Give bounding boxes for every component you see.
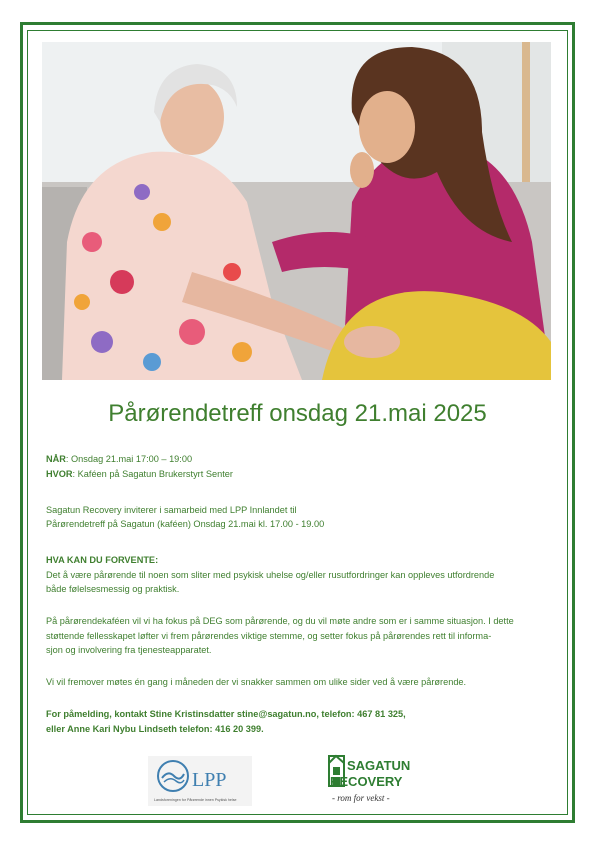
sagatun-logo-line1: SAGATUN (347, 758, 411, 773)
page-title: Pårørendetreff onsdag 21.mai 2025 (108, 400, 487, 427)
expect-line-1: Det å være pårørende til noen som sliter med psykisk uhelse og/eller rusutfordringer kan oppleves utfordrende (46, 569, 495, 580)
focus-line-1: På pårørendekaféen vil vi ha fokus på DEG som pårørende, og du vil møte andre som er i samme situasjon. I dette (46, 616, 514, 626)
sagatun-logo-line2: RECOVERY (330, 774, 403, 789)
hero-photo (42, 42, 551, 380)
focus-line-2: støttende fellesskapet løfter vi frem pårørendes viktige stemme, og setter fokus på pårørendes rett til informa- (46, 630, 492, 641)
where-value: : Kaféen på Sagatun Brukerstyrt Senter (72, 468, 233, 479)
sagatun-logo-tagline: - rom for vekst - (332, 793, 390, 803)
when-label: NÅR (46, 454, 66, 464)
lpp-logo-subtext: Landsforeningen for Pårørende innen Psykisk helse (154, 798, 237, 802)
lpp-logo (148, 756, 252, 806)
monthly-line: Vi vil fremover møtes én gang i måneden der vi snakker sammen om ulike sider ved å være pårørende. (46, 677, 467, 687)
focus-line-3: sjon og involvering fra tjenesteapparatet. (46, 645, 212, 655)
intro-line-1: Sagatun Recovery inviterer i samarbeid med LPP Innlandet til (46, 504, 297, 515)
when-line (46, 452, 551, 467)
signup-line-2: eller Anne Kari Nybu Lindseth telefon: 416 20 399. (46, 723, 264, 734)
signup-line-1: For påmelding, kontakt Stine Kristinsdatter stine@sagatun.no, telefon: 467 81 325, (46, 709, 406, 719)
expect-heading: HVA KAN DU FORVENTE: (46, 555, 159, 565)
where-label: HVOR (46, 468, 73, 479)
sagatun-recovery-logo (326, 753, 416, 809)
lpp-logo-text: LPP (192, 769, 227, 791)
when-value: : Onsdag 21.mai 17:00 – 19:00 (65, 454, 193, 464)
expect-line-2: både følelsesmessig og praktisk. (46, 584, 180, 594)
intro-line-2: Pårørendetreff på Sagatun (kaféen) Onsdag 21.mai kl. 17.00 - 19.00 (46, 519, 325, 529)
event-details (46, 452, 551, 736)
where-line (46, 467, 551, 482)
